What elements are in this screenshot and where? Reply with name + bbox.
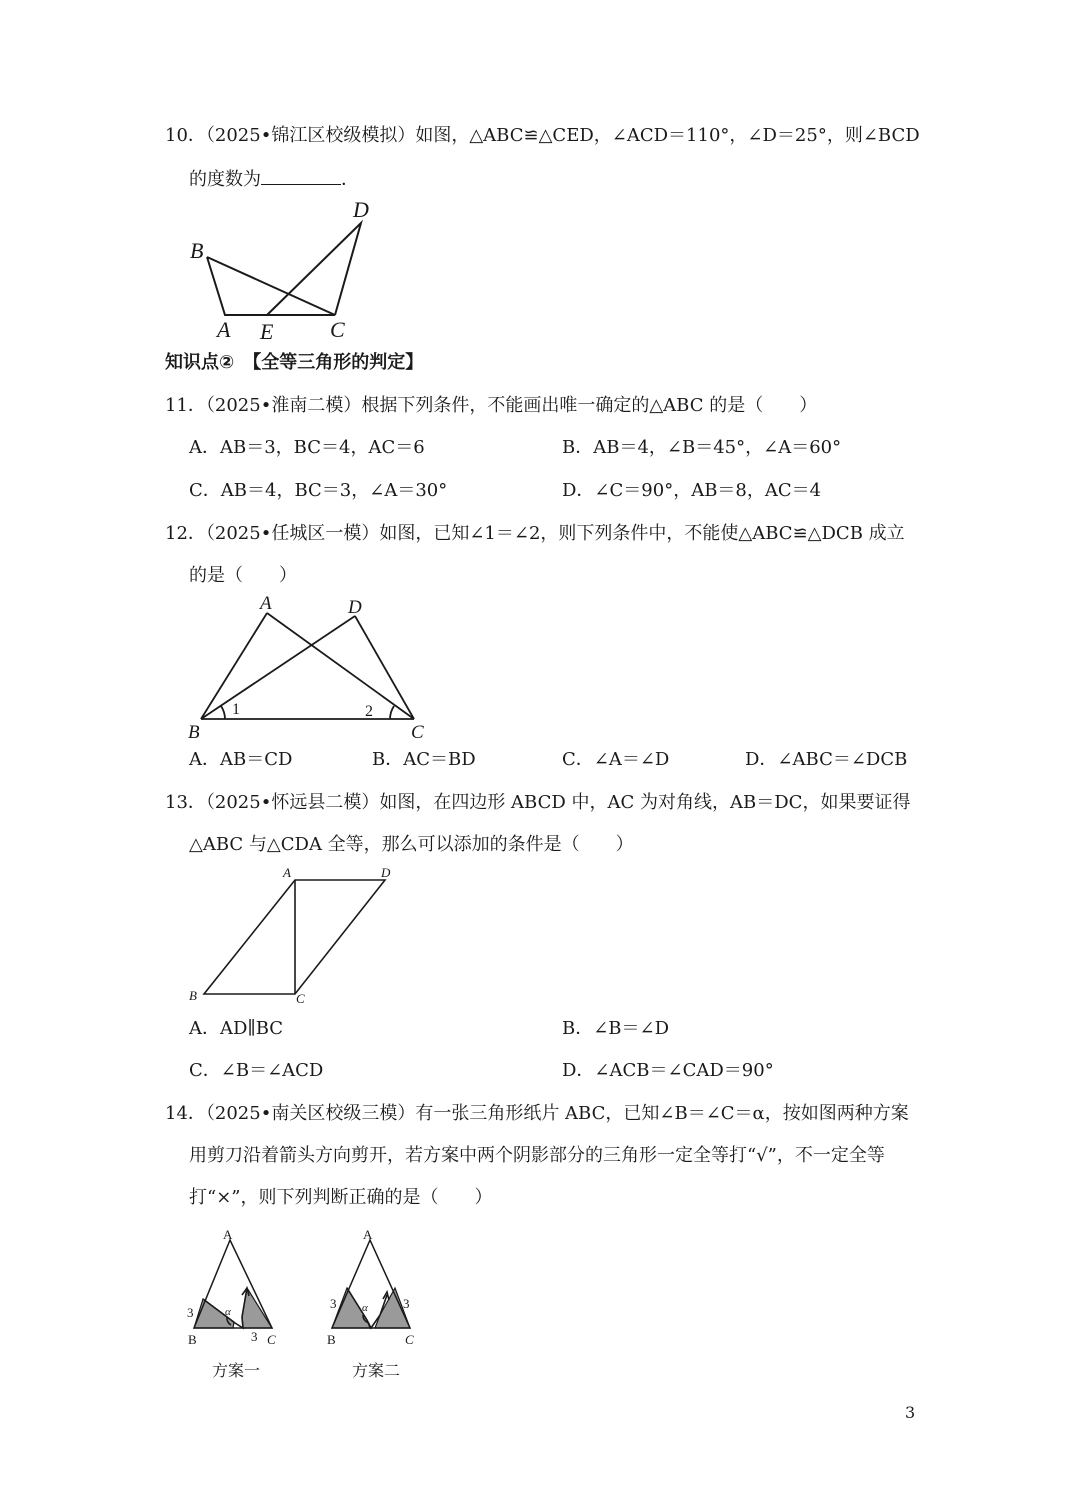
q13-label-c: C <box>296 991 305 1006</box>
q14-line3: 打“×”，则下列判断正确的是（ ） <box>189 1187 493 1208</box>
plan1-label-alpha: α <box>225 1306 231 1318</box>
q13-label-b: B <box>189 988 197 1003</box>
q12-line-ac <box>267 613 414 719</box>
plan2-label-three-left: 3 <box>330 1296 337 1311</box>
section-title: 知识点② 【全等三角形的判定】 <box>165 352 424 373</box>
q12-angle2-arc <box>390 706 394 719</box>
q10-line1: 10．（2025•锦江区校级模拟）如图，△ABC≌△CED，∠ACD＝110°，∠D＝25°，则∠BCD <box>165 125 920 146</box>
q10-figure <box>185 195 385 345</box>
plan2-label-c: C <box>405 1332 414 1347</box>
plan1-caption: 方案一 <box>212 1361 261 1380</box>
q12-label-a: A <box>260 593 272 614</box>
plan2-caption: 方案二 <box>352 1361 401 1380</box>
plan1-label-three-left: 3 <box>187 1305 194 1320</box>
q11-option-b: B．AB＝4，∠B＝45°，∠A＝60° <box>562 437 842 458</box>
q10-line2-text: 的度数为 <box>189 169 261 190</box>
q12-line-dc <box>355 616 414 719</box>
q12-option-c: C．∠A＝∠D <box>562 749 670 770</box>
q13-option-d: D．∠ACB＝∠CAD＝90° <box>562 1060 774 1081</box>
q12-option-d: D．∠ABC＝∠DCB <box>745 749 908 770</box>
q12-label-c: C <box>411 722 424 742</box>
q10-line2 <box>189 166 359 192</box>
q10-label-c: C <box>330 317 345 342</box>
q13-line1: 13．（2025•怀远县二模）如图，在四边形 ABCD 中，AC 为对角线，AB＝DC，如果要证得 <box>165 792 911 813</box>
q11-option-a: A．AB＝3，BC＝4，AC＝6 <box>189 437 425 458</box>
plan2-label-a: A <box>363 1227 373 1242</box>
q11-stem: 11．（2025•淮南二模）根据下列条件，不能画出唯一确定的△ABC 的是（ ） <box>165 395 818 416</box>
plan2-label-alpha: α <box>362 1302 368 1314</box>
plan2-label-b: B <box>327 1332 336 1347</box>
q14-line1: 14．（2025•南关区校级三模）有一张三角形纸片 ABC，已知∠B＝∠C＝α，按如图两种方案 <box>165 1103 909 1124</box>
q10-label-a: A <box>217 317 231 342</box>
q13-option-c: C．∠B＝∠ACD <box>189 1060 324 1081</box>
q11-option-d: D．∠C＝90°，AB＝8，AC＝4 <box>562 480 822 501</box>
q12-label-b: B <box>188 722 200 742</box>
page-number: 3 <box>905 1403 916 1422</box>
plan1-label-b: B <box>188 1332 197 1347</box>
q10-label-e: E <box>260 319 274 344</box>
q12-angle1-arc <box>221 706 225 719</box>
plan1-label-c: C <box>267 1332 276 1347</box>
q13-option-b: B．∠B＝∠D <box>562 1018 670 1039</box>
q13-label-a: A <box>283 865 291 880</box>
q10-label-b: B <box>190 238 204 263</box>
q12-label-angle1: 1 <box>232 701 240 718</box>
q14-figure-plan2 <box>325 1225 425 1350</box>
q12-line2: 的是（ ） <box>189 565 297 586</box>
q13-figure <box>185 862 400 1010</box>
q12-label-d: D <box>348 597 362 618</box>
q12-line1: 12．（2025•任城区一模）如图，已知∠1＝∠2，则下列条件中，不能使△ABC≌△DCB 成立 <box>165 523 905 544</box>
q13-line2: △ABC 与△CDA 全等，那么可以添加的条件是（ ） <box>189 834 634 855</box>
q11-option-c: C．AB＝4，BC＝3，∠A＝30° <box>189 480 448 501</box>
q12-figure <box>185 592 430 742</box>
q10-triangle-ced <box>267 223 361 315</box>
plan1-label-a: A <box>223 1227 233 1242</box>
plan2-label-three-right: 3 <box>403 1296 410 1311</box>
q12-option-a: A．AB＝CD <box>189 749 293 770</box>
q14-line2: 用剪刀沿着箭头方向剪开，若方案中两个阴影部分的三角形一定全等打“√”，不一定全等 <box>189 1145 885 1166</box>
q10-triangle-abc <box>207 257 335 315</box>
plan1-label-three-bottom: 3 <box>251 1329 258 1344</box>
q12-label-angle2: 2 <box>365 703 373 720</box>
q13-option-a: A．AD∥BC <box>189 1018 284 1039</box>
answer-blank <box>261 166 341 185</box>
q14-figure-plan1 <box>185 1225 285 1350</box>
q12-line-bd <box>201 616 355 719</box>
q12-option-b: B．AC＝BD <box>372 749 476 770</box>
q10-line2-end: ． <box>341 169 359 190</box>
q10-label-d: D <box>353 197 369 222</box>
q13-label-d: D <box>381 865 391 880</box>
